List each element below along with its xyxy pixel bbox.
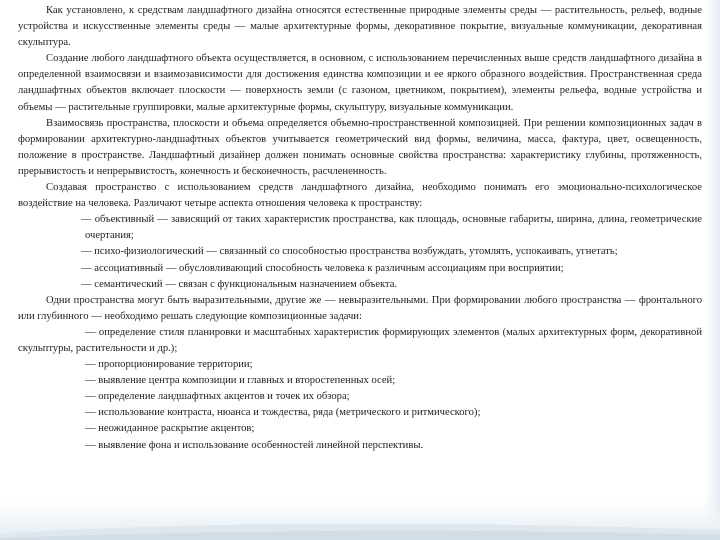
- task-item-proportioning: — пропорционирование территории;: [85, 359, 253, 371]
- aspect-item-psychophysiological: — психо-физиологический — связанный со способностью пространства возбуждать, утомлять, успокаивать, угнетать;: [81, 246, 618, 258]
- paragraph-tasks-intro: Одни пространства могут быть выразительными, другие же — невыразительными. При формировании любого пространства — фронтального или глубинного — необходимо решать следующие композиционные задачи:: [18, 294, 702, 322]
- document-body: [18, 3, 702, 454]
- right-edge-decoration: [704, 0, 720, 540]
- aspect-item-objective: — объективный — зависящий от таких характеристик пространства, как площадь, основные габариты, ширина, длина, геометрические очертания;: [81, 214, 702, 242]
- aspect-item-associative: — ассоциативный — обусловливающий способность человека к различным ассоциациям при восприятии;: [81, 262, 564, 274]
- task-item-perspective: — выявление фона и использование особенностей линейной перспективы.: [85, 439, 424, 451]
- aspect-item-semantic: — семантический — связан с функциональным назначением объекта.: [81, 278, 398, 290]
- paragraph-intro: Как установлено, к средствам ландшафтного дизайна относятся естественные природные элементы среды — растительность, рельеф, водные устройства и искусственные элементы среды — малые архитектурные формы, декоративное покрытие, визуальные коммуникации, декоративная скульптура.: [18, 5, 702, 49]
- task-item-contrast: — использование контраста, нюанса и тождества, ряда (метрического и ритмического);: [85, 407, 481, 419]
- paragraph-aspects-intro: Создавая пространство с использованием средств ландшафтного дизайна, необходимо понимать его эмоционально-психологическое воздействие на человека. Различают четыре аспекта отношения человека к пространству:: [18, 182, 702, 210]
- task-item-reveal: — неожиданное раскрытие акцентов;: [85, 423, 255, 435]
- task-item-style: — определение стиля планировки и масштабных характеристик формирующих элементов (малых архитектурных форм, декоративной скульптуры, растительности и др.);: [18, 326, 702, 354]
- task-item-accents: — определение ландшафтных акцентов и точек их обзора;: [85, 391, 350, 403]
- paragraph-composition: Взаимосвязь пространства, плоскости и объема определяется объемно-пространственной композицией. При решении композиционных задач в формировании архитектурно-ландшафтных объектов учитывается геометрический вид формы, величина, масса, фактура, цвет, освещенность, положение в пространстве. Ландшафтный дизайнер должен понимать основные свойства пространства: характеристику глубины, протяженность, прерывистость и непрерывистость, конечность и бесконечность, расчлененность.: [18, 117, 702, 177]
- bottom-swoosh-decoration: [0, 500, 720, 540]
- task-item-center: — выявление центра композиции и главных и второстепенных осей;: [85, 375, 396, 387]
- paragraph-creation: Создание любого ландшафтного объекта осуществляется, в основном, с использованием перечисленных выше средств ландшафтного дизайна в определенной взаимосвязи и взаимозависимости для достижения единства композиции и ее яркого образного воздействия. Пространственная среда ландшафтных объектов включает плоскости — поверхность земли (с газоном, цветником, покрытием), элементы рельефа, водные устройства и объемы — растительные группировки, малые архитектурные формы, скульптуру, визуальные коммуникации.: [18, 53, 702, 113]
